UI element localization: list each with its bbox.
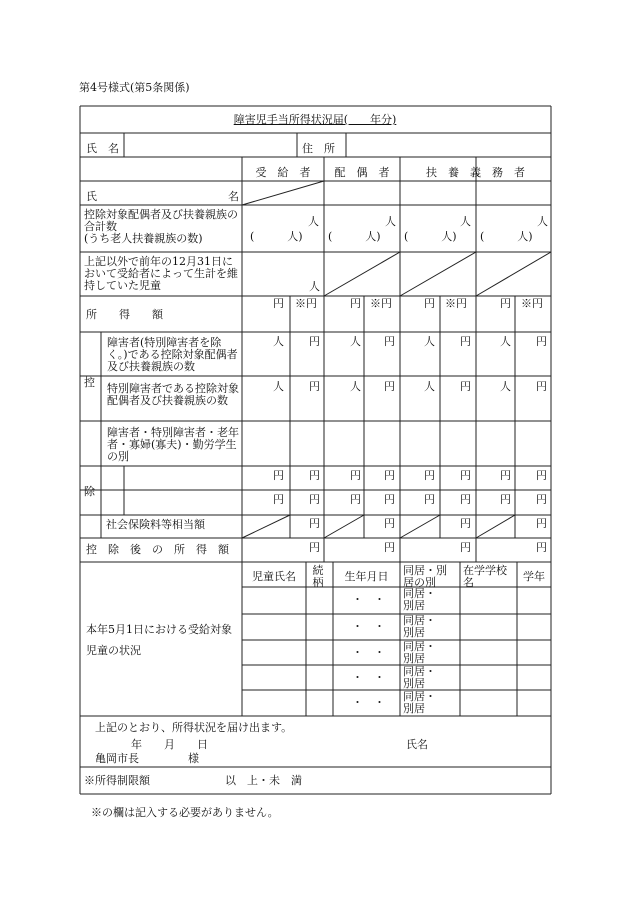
child-cohabit-cell: 同居・別居 xyxy=(403,665,436,690)
deduction-person-unit: 人 xyxy=(350,335,361,348)
deduction-person-unit: 人 xyxy=(424,335,435,348)
diagonal-sup2-children xyxy=(476,252,551,296)
after-deduction-yen-unit: 円 xyxy=(536,541,547,554)
child-birth-date-dots: ・ ・ xyxy=(352,646,385,659)
child-status-label-line1: 本年5月1日における受給対象 xyxy=(86,623,232,636)
row-category-note-label: 障害者・特別障害者・老年者・寡婦(寡夫)・勤労学生の別 xyxy=(107,426,239,463)
child-birth-date-dots: ・ ・ xyxy=(352,696,385,709)
income-supporter2-yen: 円 xyxy=(500,297,511,310)
child-header-school: 在学学校名 xyxy=(463,564,507,589)
deduction-yen-unit: 円 xyxy=(384,493,395,506)
column-recipient: 受 給 者 xyxy=(255,166,311,179)
deduction-yen-unit: 円 xyxy=(350,469,361,482)
income-supporter1-yen: 円 xyxy=(424,297,435,310)
deduction-yen-unit: 円 xyxy=(536,335,547,348)
after-deduction-yen-unit: 円 xyxy=(384,541,395,554)
diagonal-spouse-children xyxy=(324,252,400,296)
recipient-elderly-count: ( 人) xyxy=(250,230,303,243)
social-insurance-yen-unit: 円 xyxy=(460,517,471,530)
child-cohabit-cell: 同居・別居 xyxy=(403,690,436,715)
income-limit-value: 以 上・未 満 xyxy=(225,774,302,787)
child-birth-date-dots: ・ ・ xyxy=(352,671,385,684)
deduction-yen-unit: 円 xyxy=(273,493,284,506)
social-insurance-yen-unit: 円 xyxy=(309,517,320,530)
supporter2-person-unit: 人 xyxy=(537,215,548,228)
row-disabled-count-label: 障害者(特別障害者を除く。)である控除対象配偶者及び扶養親族の数 xyxy=(107,336,238,373)
income-supporter2-note-yen: ※円 xyxy=(521,297,543,310)
deduction-yen-unit: 円 xyxy=(309,335,320,348)
deduction-yen-unit: 円 xyxy=(500,469,511,482)
row-income-label: 所 得 額 xyxy=(86,308,163,321)
after-deduction-yen-unit: 円 xyxy=(309,541,320,554)
supporter2-elderly-count: ( 人) xyxy=(480,230,533,243)
row-children-supported-label: 上記以外で前年の12月31日において受給者によって生計を維持していた児童 xyxy=(84,255,238,292)
deduction-yen-unit: 円 xyxy=(536,493,547,506)
declaration-date: 年 月 日 xyxy=(131,738,208,751)
income-recipient-yen: 円 xyxy=(273,297,284,310)
row-special-disabled-label: 特別障害者である控除対象配偶者及び扶養親族の数 xyxy=(107,382,239,407)
income-supporter1-note-yen: ※円 xyxy=(445,297,467,310)
recipient-person-unit: 人 xyxy=(308,215,319,228)
row-deduction-count-label: 控除対象配偶者及び扶養親族の合計数 (うち老人扶養親族の数) xyxy=(84,208,238,245)
child-birth-date-dots: ・ ・ xyxy=(352,593,385,606)
column-supporter: 扶 養 義 務 者 xyxy=(426,166,525,179)
child-header-birth-date: 生年月日 xyxy=(344,570,389,583)
deduction-yen-unit: 円 xyxy=(424,469,435,482)
row-after-deduction-label: 控 除 後 の 所 得 額 xyxy=(86,543,229,556)
diagonal-soc-spouse xyxy=(324,515,364,538)
diagonal-name xyxy=(242,181,324,205)
declaration-statement: 上記のとおり、所得状況を届け出ます。 xyxy=(95,721,293,734)
form-number: 第4号様式(第5条関係) xyxy=(79,81,190,94)
child-header-cohabit: 同居・別居の別 xyxy=(403,564,447,589)
deduction-person-unit: 人 xyxy=(500,380,511,393)
child-birth-date-dots: ・ ・ xyxy=(352,620,385,633)
deduction-yen-unit: 円 xyxy=(350,493,361,506)
form-title: 障害児手当所得状況届( 年分) xyxy=(233,113,397,126)
deduction-yen-unit: 円 xyxy=(384,335,395,348)
income-recipient-note-yen: ※円 xyxy=(295,297,317,310)
diagonal-soc-sup2 xyxy=(476,515,515,538)
spouse-person-unit: 人 xyxy=(385,215,396,228)
deduction-yen-unit: 円 xyxy=(384,469,395,482)
deduction-yen-unit: 円 xyxy=(384,380,395,393)
supporter1-elderly-count: ( 人) xyxy=(404,230,457,243)
deduction-vertical-bottom: 除 xyxy=(84,485,95,498)
deduction-person-unit: 人 xyxy=(500,335,511,348)
applicant-address-label: 住 所 xyxy=(302,142,335,155)
child-cohabit-cell: 同居・別居 xyxy=(403,587,436,612)
declaration-sama: 様 xyxy=(188,752,199,765)
child-header-relation: 続柄 xyxy=(312,564,324,589)
deduction-yen-unit: 円 xyxy=(460,380,471,393)
spouse-elderly-count: ( 人) xyxy=(328,230,381,243)
deduction-yen-unit: 円 xyxy=(536,380,547,393)
diagonal-soc-recipient xyxy=(242,515,290,538)
deduction-vertical-top: 控 xyxy=(84,376,95,389)
income-spouse-yen: 円 xyxy=(350,297,361,310)
deduction-yen-unit: 円 xyxy=(460,493,471,506)
deduction-person-unit: 人 xyxy=(350,380,361,393)
diagonal-sup1-children xyxy=(400,252,476,296)
deduction-yen-unit: 円 xyxy=(273,469,284,482)
child-cohabit-cell: 同居・別居 xyxy=(403,640,436,665)
supporter1-person-unit: 人 xyxy=(460,215,471,228)
deduction-yen-unit: 円 xyxy=(424,493,435,506)
deduction-person-unit: 人 xyxy=(273,335,284,348)
declaration-name-label: 氏名 xyxy=(406,738,428,751)
column-spouse: 配 偶 者 xyxy=(334,166,390,179)
row-name-right: 名 xyxy=(228,190,239,203)
diagonal-soc-sup1 xyxy=(400,515,440,538)
after-deduction-yen-unit: 円 xyxy=(460,541,471,554)
income-spouse-note-yen: ※円 xyxy=(370,297,392,310)
child-header-name: 児童氏名 xyxy=(252,570,296,583)
child-cohabit-cell: 同居・別居 xyxy=(403,614,436,639)
row-name-left: 氏 xyxy=(86,190,97,203)
deduction-person-unit: 人 xyxy=(424,380,435,393)
income-limit-label: ※所得制限額 xyxy=(84,774,150,787)
row-social-insurance-label: 社会保険料等相当額 xyxy=(106,518,205,531)
social-insurance-yen-unit: 円 xyxy=(536,517,547,530)
child-header-grade: 学年 xyxy=(523,570,545,583)
deduction-yen-unit: 円 xyxy=(309,380,320,393)
deduction-yen-unit: 円 xyxy=(460,335,471,348)
children-person-unit: 人 xyxy=(309,280,320,293)
footnote: ※の欄は記入する必要がありません。 xyxy=(91,806,279,819)
deduction-yen-unit: 円 xyxy=(460,469,471,482)
social-insurance-yen-unit: 円 xyxy=(384,517,395,530)
deduction-yen-unit: 円 xyxy=(500,493,511,506)
deduction-person-unit: 人 xyxy=(273,380,284,393)
child-status-label-line2: 児童の状況 xyxy=(86,644,141,657)
applicant-name-label: 氏 名 xyxy=(86,142,119,155)
deduction-yen-unit: 円 xyxy=(536,469,547,482)
deduction-yen-unit: 円 xyxy=(309,493,320,506)
deduction-yen-unit: 円 xyxy=(309,469,320,482)
declaration-mayor: 亀岡市長 xyxy=(95,752,139,765)
